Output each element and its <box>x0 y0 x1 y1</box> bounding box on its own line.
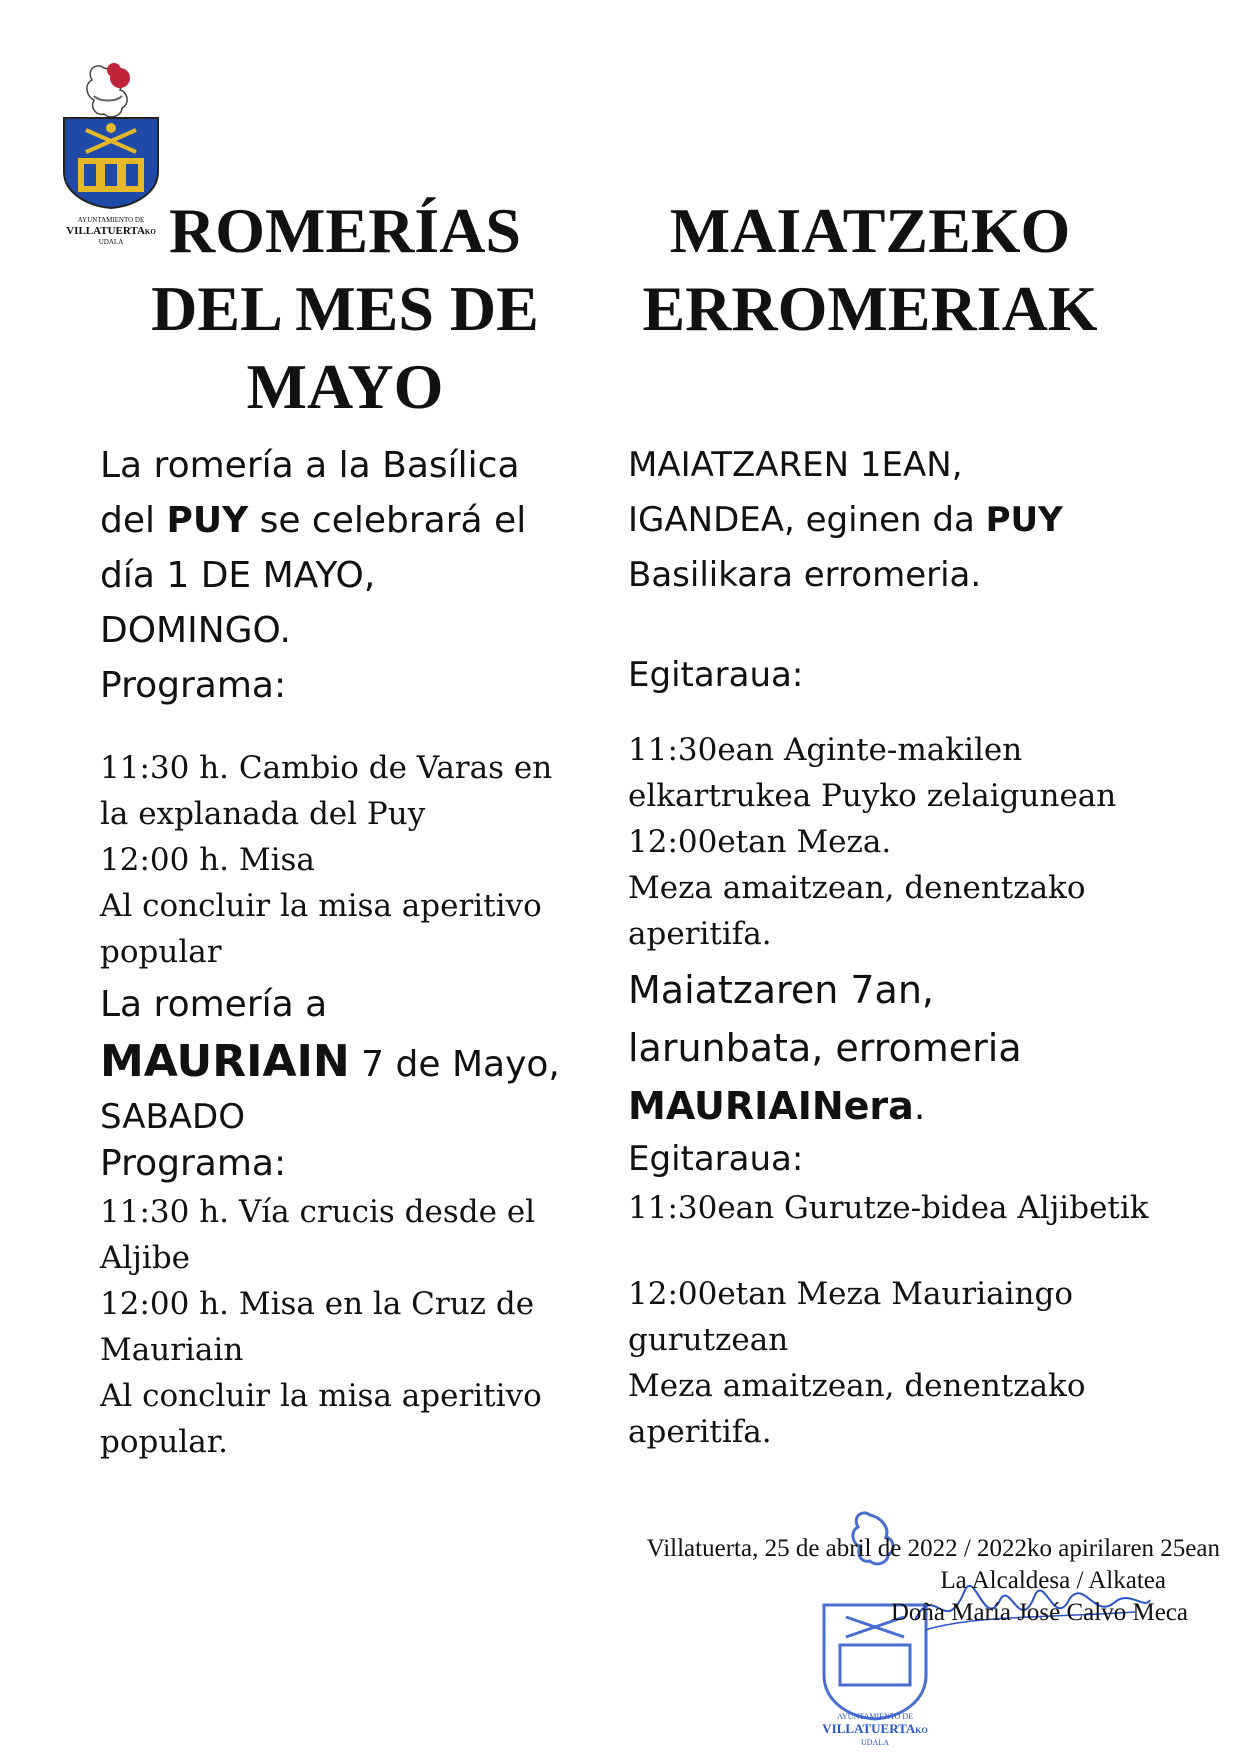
logo-line-3: UDALA <box>98 238 124 246</box>
eu-romeria2-line-2: larunbata, erromeria <box>628 1026 1022 1070</box>
stamp-line-1: AYUNTAMIENTO DE <box>836 1712 914 1721</box>
logo-line-2: VILLATUERTA <box>66 225 145 237</box>
spanish-column <box>100 438 620 1465</box>
eu-prog2-line-3: gurutzean <box>628 1322 789 1358</box>
es-intro-line-4: DOMINGO. <box>100 610 291 651</box>
eu-prog1-line-1: 11:30ean Aginte-makilen <box>628 732 1023 768</box>
eu-intro <box>628 438 1218 603</box>
stamp-suffix: KO <box>915 1726 928 1735</box>
es-prog1-line-5: popular <box>100 934 222 970</box>
footer-name: Doña María José Calvo Meca <box>890 1599 1188 1626</box>
es-romeria-2 <box>100 977 620 1189</box>
es-prog1-line-2: la explanada del Puy <box>100 796 426 832</box>
footer-role: La Alcaldesa / Alkatea <box>940 1567 1166 1594</box>
eu-intro-igandea: IGANDEA, eginen da <box>628 500 986 540</box>
es-intro-line-1: La romería a la Basílica <box>100 445 520 486</box>
eu-intro-puy: PUY <box>985 500 1063 540</box>
title-es-line-2: DEL MES DE <box>151 273 539 344</box>
logo-line-1: AYUNTAMIENTO DE <box>77 216 145 224</box>
eu-period: . <box>913 1087 926 1128</box>
stamp-line-3: UDALA <box>861 1738 889 1747</box>
footer <box>540 1533 1220 1629</box>
eu-romeria2-line-1: Maiatzaren 7an, <box>628 968 935 1012</box>
eu-egitaraua-heading-2: Egitaraua: <box>628 1139 804 1179</box>
eu-prog1-line-5: aperitifa. <box>628 916 772 952</box>
es-intro <box>100 438 620 713</box>
es-prog2-line-3: 12:00 h. Misa en la Cruz de <box>100 1286 535 1322</box>
eu-egitaraua-heading-1: Egitaraua: <box>628 655 804 695</box>
eu-prog1-line-3: 12:00etan Meza. <box>628 824 892 860</box>
es-day2: SABADO <box>100 1097 245 1137</box>
es-prog2-line-1: 11:30 h. Vía crucis desde el <box>100 1194 536 1230</box>
es-date2: 7 de Mayo, <box>349 1044 560 1085</box>
title-spanish <box>100 192 590 426</box>
footer-date: Villatuerta, 25 de abril de 2022 / 2022ko apirilaren 25ean <box>646 1535 1220 1562</box>
es-intro-puy: PUY <box>166 500 249 541</box>
es-programa-heading-1: Programa: <box>100 665 287 706</box>
es-prog2-line-2: Aljibe <box>100 1240 191 1276</box>
eu-prog2-line-4: Meza amaitzean, denentzako <box>628 1368 1086 1404</box>
title-eu-line-2: ERROMERIAK <box>642 273 1098 344</box>
title-es-line-1: ROMERÍAS <box>168 195 522 266</box>
title-basque <box>620 192 1120 348</box>
eu-prog2-line-1: 11:30ean Gurutze-bidea Aljibetik <box>628 1190 1149 1226</box>
eu-programa-2 <box>628 1271 1218 1455</box>
es-romeria2-line: La romería a <box>100 984 328 1025</box>
eu-intro-line-3: Basilikara erromeria. <box>628 555 982 595</box>
eu-intro-line-1: MAIATZAREN 1EAN, <box>628 445 963 485</box>
eu-programa-1 <box>628 727 1218 957</box>
es-programa-2 <box>100 1189 620 1465</box>
stamp-caption <box>800 1712 950 1748</box>
es-intro-celebrara: se celebrará el <box>248 500 527 541</box>
eu-prog2-line-2: 12:00etan Meza Mauriaingo <box>628 1276 1073 1312</box>
stamp-line-2: VILLATUERTA <box>822 1721 916 1736</box>
es-prog1-line-1: 11:30 h. Cambio de Varas en <box>100 750 553 786</box>
title-es-line-3: MAYO <box>246 351 444 422</box>
basque-column <box>628 438 1218 1455</box>
es-prog1-line-3: 12:00 h. Misa <box>100 842 315 878</box>
eu-prog2-line-5: aperitifa. <box>628 1414 772 1450</box>
eu-romeria-2 <box>628 961 1218 1181</box>
eu-prog1-line-4: Meza amaitzean, denentzako <box>628 870 1086 906</box>
es-prog1-line-4: Al concluir la misa aperitivo <box>100 888 542 924</box>
es-prog2-line-5: Al concluir la misa aperitivo <box>100 1378 542 1414</box>
es-prog2-line-4: Mauriain <box>100 1332 244 1368</box>
logo-suffix: KO <box>144 228 156 236</box>
es-programa-heading-2: Programa: <box>100 1143 287 1184</box>
eu-mauriain: MAURIAINera <box>628 1084 914 1128</box>
title-eu-line-1: MAIATZEKO <box>669 195 1071 266</box>
eu-prog1-line-2: elkartrukea Puyko zelaigunean <box>628 778 1117 814</box>
es-prog2-line-6: popular. <box>100 1424 228 1460</box>
coat-of-arms-icon <box>56 60 166 210</box>
es-intro-del: del <box>100 500 167 541</box>
es-mauriain: MAURIAIN <box>100 1036 350 1087</box>
es-programa-1 <box>100 745 620 975</box>
es-intro-line-3: día 1 DE MAYO, <box>100 555 376 596</box>
